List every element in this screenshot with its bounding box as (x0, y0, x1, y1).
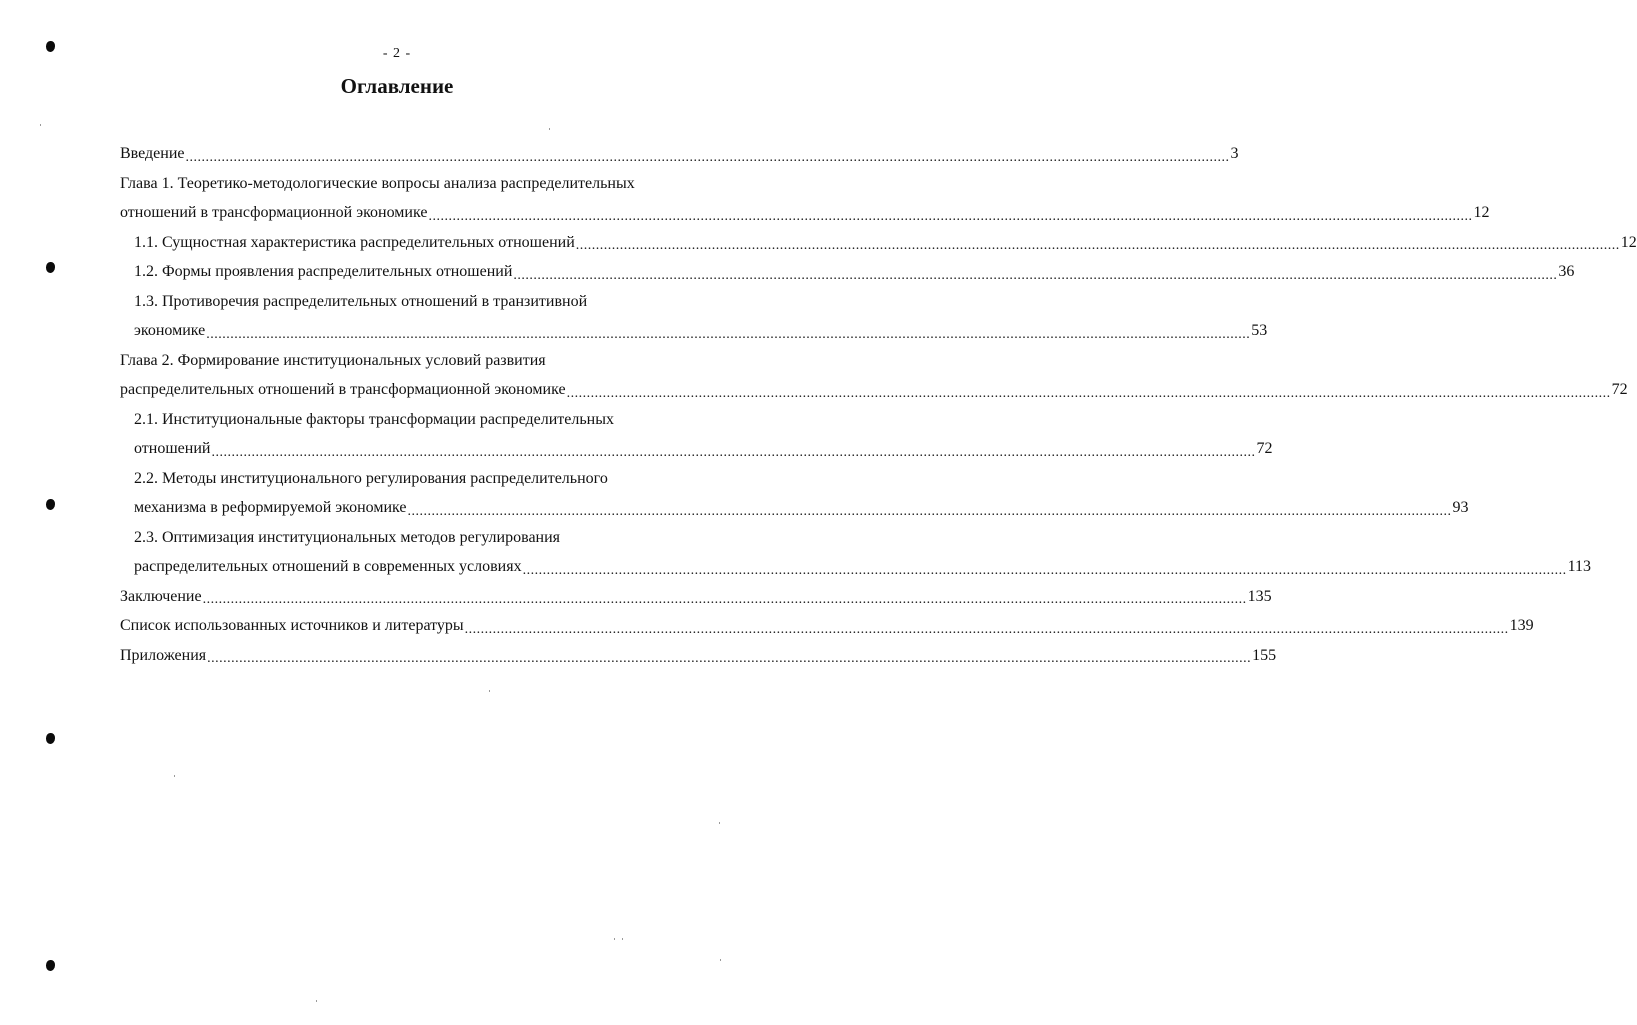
toc-entry-label: отношений в трансформационной экономике (120, 204, 428, 221)
toc-entry-section-2-3 (120, 523, 686, 553)
toc-entry-page: 53 (1251, 322, 1268, 339)
toc-entry-section-2-1 (120, 405, 686, 435)
toc-entry-chapter-1 (120, 169, 686, 199)
toc-entry-page: 72 (1256, 440, 1273, 457)
toc-entry-section-1-3 (120, 287, 686, 317)
toc-entry-page: 12 (1620, 233, 1637, 251)
scan-speck (622, 938, 623, 940)
toc-entry-references (120, 611, 1534, 641)
toc-entry-page: 113 (1567, 558, 1591, 575)
toc-entry-conclusion (120, 582, 1272, 612)
toc-entry-label: Список использованных источников и литературы (120, 617, 464, 634)
scan-hole-mark (46, 499, 55, 510)
toc-entry-page: 12 (1473, 204, 1490, 221)
scan-speck (316, 1000, 317, 1002)
scan-hole-mark (46, 733, 55, 744)
scan-speck (720, 959, 721, 961)
toc-entry-section-2-2 (120, 464, 686, 494)
toc-entry-page: 135 (1247, 587, 1272, 605)
toc-entry-page: 155 (1252, 646, 1277, 664)
toc-leader-dots (408, 496, 1452, 514)
toc-leader-dots (465, 614, 1509, 632)
toc-entry-label: Глава 1. Теоретико-методологические вопросы анализа распределительных (120, 174, 635, 192)
toc-entry-label: экономике (134, 322, 206, 339)
toc-entry-section-2-2-cont (120, 493, 1469, 523)
toc-entry-label: распределительных отношений в современных условиях (134, 558, 522, 575)
table-of-contents (120, 139, 1637, 670)
toc-entry-page: 3 (1230, 145, 1239, 162)
toc-entry-label: отношений (134, 440, 211, 457)
scan-hole-mark (46, 960, 55, 971)
toc-leader-dots (576, 230, 1620, 248)
scan-speck (40, 124, 41, 126)
toc-leader-dots (207, 643, 1251, 661)
toc-entry-chapter-1-cont (120, 198, 1490, 228)
toc-entry-page: 72 (1611, 381, 1628, 398)
toc-entry-label: 2.1. Институциональные факторы трансформации распределительных (134, 410, 614, 428)
toc-entry-label: 1.2. Формы проявления распределительных отношений (134, 263, 513, 280)
toc-leader-dots (513, 260, 1557, 278)
toc-entry-label: распределительных отношений в трансформационной экономике (120, 381, 566, 398)
toc-entry-chapter-2-cont (120, 375, 1628, 405)
toc-entry-section-1-2 (120, 257, 1575, 287)
page-title: Оглавление (340, 74, 454, 98)
toc-leader-dots (428, 201, 1472, 219)
toc-entry-section-1-3-cont (120, 316, 1268, 346)
toc-entry-label: Глава 2. Формирование институциональных условий развития (120, 351, 546, 369)
scan-speck (719, 822, 720, 824)
toc-leader-dots (523, 555, 1567, 573)
toc-entry-appendices (120, 641, 1277, 671)
toc-entry-label: Приложения (120, 646, 207, 664)
scan-speck (174, 775, 175, 777)
scan-hole-mark (46, 262, 55, 273)
toc-entry-label: 2.3. Оптимизация институциональных методов регулирования (134, 528, 561, 546)
toc-entry-label: Введение (120, 145, 185, 162)
toc-entry-label: 2.2. Методы институционального регулирования распределительного (134, 469, 608, 487)
toc-leader-dots (203, 584, 1247, 602)
toc-leader-dots (567, 378, 1611, 396)
toc-entry-section-1-1 (120, 228, 1637, 258)
toc-leader-dots (186, 142, 1230, 160)
toc-entry-page: 36 (1558, 263, 1575, 280)
toc-leader-dots (206, 319, 1250, 337)
toc-entry-introduction (120, 139, 1239, 169)
toc-entry-chapter-2 (120, 346, 686, 376)
toc-entry-label: механизма в реформируемой экономике (134, 499, 407, 516)
toc-entry-label: 1.3. Противоречия распределительных отношений в транзитивной (134, 292, 588, 310)
scan-speck (614, 938, 615, 940)
toc-entry-page: 139 (1509, 617, 1534, 634)
toc-leader-dots (211, 437, 1255, 455)
scan-speck (489, 690, 490, 692)
scan-speck (549, 128, 550, 130)
toc-entry-label: Заключение (120, 587, 202, 605)
toc-entry-page: 93 (1452, 499, 1469, 516)
toc-entry-section-2-1-cont (120, 434, 1273, 464)
page-number: - 2 - (382, 46, 412, 61)
toc-entry-label: 1.1. Сущностная характеристика распределительных отношений (134, 233, 575, 251)
toc-entry-section-2-3-cont (120, 552, 1591, 582)
